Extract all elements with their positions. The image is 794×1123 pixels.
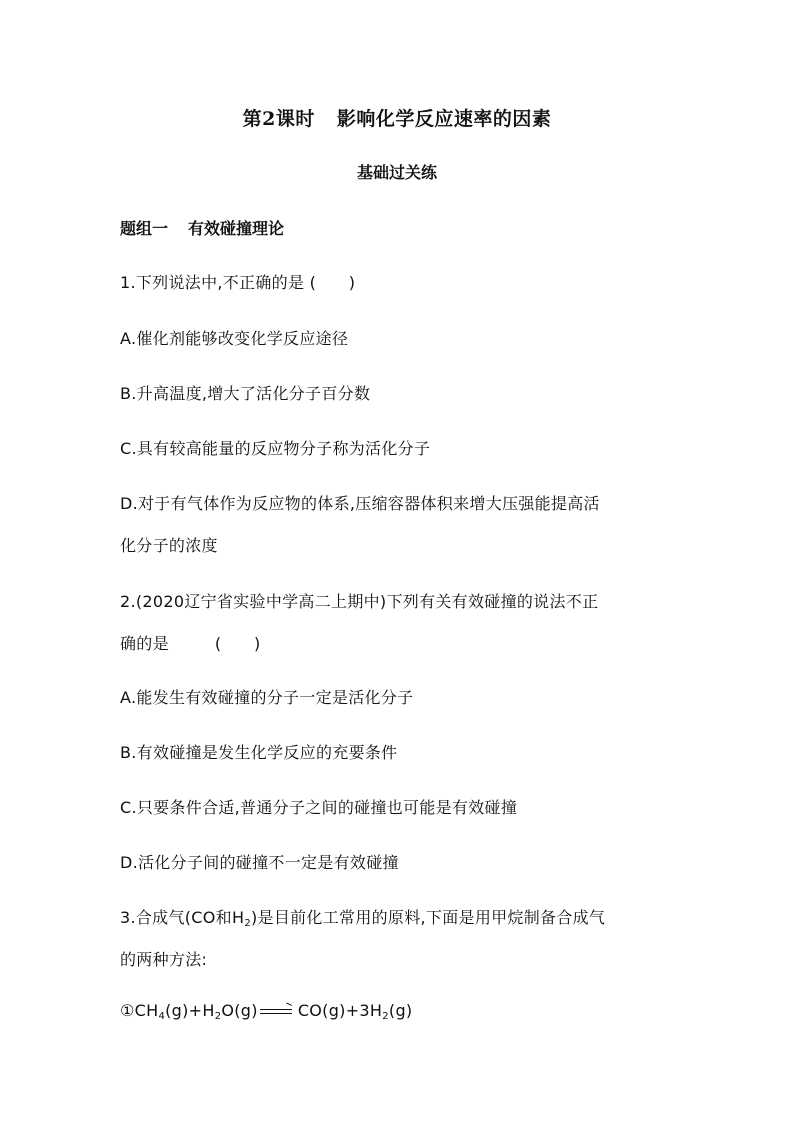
subscript: 4 bbox=[158, 1011, 166, 1022]
question-2-option-b: B.有效碰撞是发生化学反应的充要条件 bbox=[120, 743, 398, 762]
question-2-option-d: D.活化分子间的碰撞不一定是有效碰撞 bbox=[120, 853, 399, 872]
subscript: 2 bbox=[382, 1011, 389, 1022]
lesson-number: 第2课时 bbox=[242, 108, 315, 130]
lesson-title bbox=[0, 104, 794, 131]
answer-blank: ( ) bbox=[214, 634, 261, 653]
chemical-equation-1 bbox=[120, 1001, 412, 1020]
question-2-option-a: A.能发生有效碰撞的分子一定是活化分子 bbox=[120, 688, 414, 707]
equation-text: ①CH bbox=[120, 1001, 159, 1020]
question-1-text: 1.下列说法中,不正确的是 bbox=[120, 273, 305, 292]
equation-text: (g) bbox=[388, 1001, 413, 1020]
question-2-stem: 2.(2020辽宁省实验中学高二上期中)下列有关有效碰撞的说法不正 bbox=[120, 592, 599, 611]
question-3-stem bbox=[120, 905, 605, 928]
subscript: 2 bbox=[214, 1011, 222, 1022]
question-1-stem bbox=[120, 270, 355, 293]
group-label: 题组一 bbox=[120, 219, 169, 238]
section-subtitle: 基础过关练 bbox=[356, 163, 437, 182]
question-2-option-c: C.只要条件合适,普通分子之间的碰撞也可能是有效碰撞 bbox=[120, 798, 518, 817]
question-2-stem-continued bbox=[120, 631, 261, 654]
question-2-text: 确的是 bbox=[120, 634, 169, 653]
question-3-text-a: 3.合成气(CO和H bbox=[120, 908, 245, 927]
question-3-text-b: )是目前化工常用的原料,下面是用甲烷制备合成气 bbox=[250, 908, 606, 927]
question-1-option-b: B.升高温度,增大了活化分子百分数 bbox=[120, 384, 371, 403]
group-name: 有效碰撞理论 bbox=[188, 219, 285, 238]
equilibrium-arrow-icon bbox=[260, 1007, 292, 1017]
equation-text: CO(g)+3H bbox=[297, 1001, 383, 1020]
equation-text: (g)+H bbox=[165, 1001, 215, 1020]
question-1-option-d-continued: 化分子的浓度 bbox=[120, 536, 218, 555]
question-group-heading bbox=[120, 216, 284, 239]
question-3-stem-continued: 的两种方法: bbox=[120, 950, 208, 969]
answer-blank: ( ) bbox=[309, 273, 356, 292]
question-1-option-a: A.催化剂能够改变化学反应途径 bbox=[120, 329, 349, 348]
subscript: 2 bbox=[244, 918, 251, 929]
question-1-option-d: D.对于有气体作为反应物的体系,压缩容器体积来增大压强能提高活 bbox=[120, 494, 600, 513]
equation-text: O(g) bbox=[221, 1001, 258, 1020]
question-1-option-c: C.具有较高能量的反应物分子称为活化分子 bbox=[120, 439, 431, 458]
lesson-topic: 影响化学反应速率的因素 bbox=[336, 108, 552, 130]
